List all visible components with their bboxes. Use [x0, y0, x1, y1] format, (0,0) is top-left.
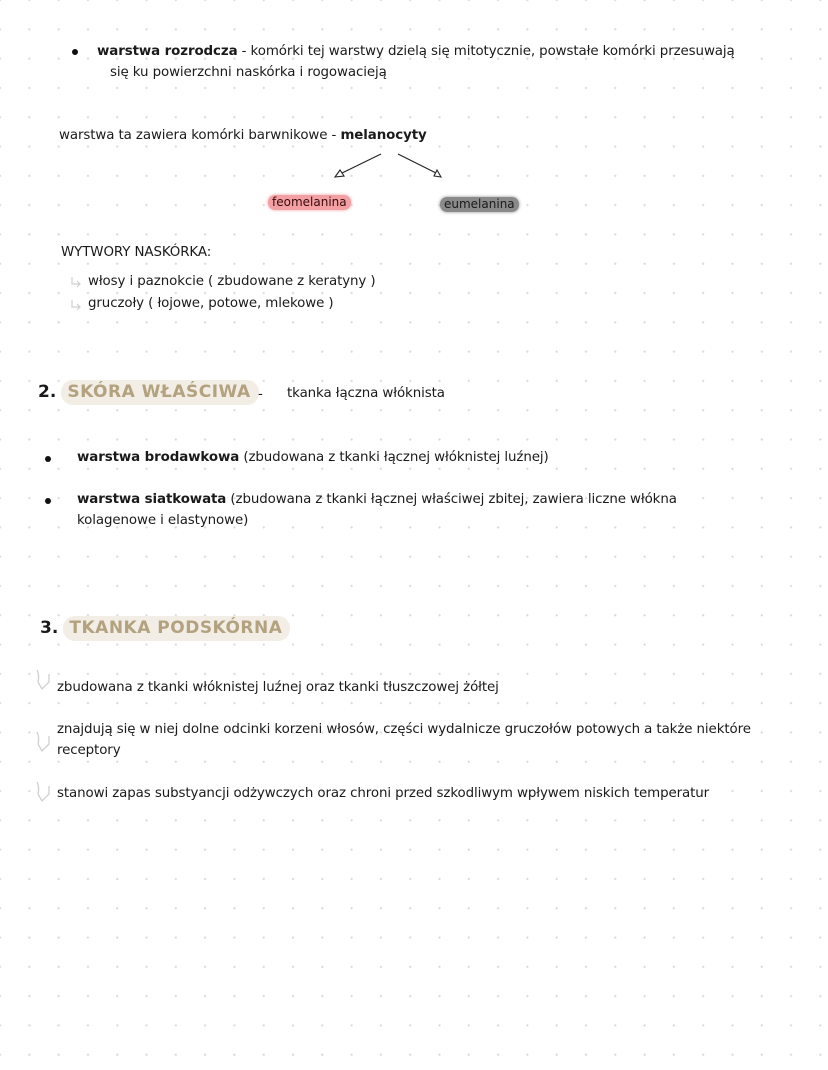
eumelanina-highlight: eumelanina — [440, 197, 519, 212]
melanocytes-line — [59, 128, 427, 143]
description: (zbudowana z tkanki łącznej właściwej zbitej, zawiera liczne włókna — [226, 492, 677, 507]
section-number: 2. — [38, 382, 57, 402]
section-title: SKÓRA WŁAŚCIWA — [61, 380, 258, 405]
melanocytes-intro: warstwa ta zawiera komórki barwnikowe - — [59, 128, 341, 143]
section-heading-2 — [38, 382, 259, 402]
bullet-item-continuation: kolagenowe i elastynowe) — [77, 513, 249, 528]
melanocytes-term: melanocyty — [340, 128, 427, 143]
hook-arrow-icon — [70, 299, 82, 311]
bullet-item-warstwa-brodawkowa — [77, 450, 549, 465]
section-number: 3. — [40, 618, 59, 638]
term: warstwa brodawkowa — [77, 450, 240, 465]
section-subtitle: tkanka łączna włóknista — [287, 386, 445, 401]
hook-arrow-icon — [35, 668, 51, 694]
branch-feomelanina — [268, 191, 351, 210]
hook-arrow-icon — [35, 780, 51, 806]
section-title: TKANKA PODSKÓRNA — [63, 616, 290, 641]
section-dash: - — [258, 387, 263, 402]
bullet-dot-icon — [45, 498, 51, 504]
feomelanina-highlight: feomelanina — [268, 195, 351, 210]
section3-item-continuation: receptory — [57, 743, 121, 758]
derivative-item: gruczoły ( łojowe, potowe, mlekowe ) — [88, 296, 334, 311]
derivative-item: włosy i paznokcie ( zbudowane z keratyny ) — [88, 274, 376, 289]
bullet-dot-icon — [45, 456, 51, 462]
hook-arrow-icon — [70, 276, 82, 288]
description: - komórki tej warstwy dzielą się mitotycznie, powstałe komórki przesuwają — [237, 44, 735, 59]
section3-item: znajdują się w niej dolne odcinki korzeni włosów, części wydalnicze gruczołów potowych a także niektóre — [57, 722, 751, 737]
description: (zbudowana z tkanki łącznej włóknistej luźnej) — [239, 450, 549, 465]
section-heading-3 — [40, 618, 290, 638]
section3-item: zbudowana z tkanki włóknistej luźnej oraz tkanki tłuszczowej żółtej — [57, 680, 499, 695]
derivatives-heading: WYTWORY NASKÓRKA: — [61, 245, 212, 260]
branch-eumelanina — [440, 193, 519, 212]
section3-item: stanowi zapas substyancji odżywczych oraz chroni przed szkodliwym wpływem niskich temperatur — [57, 786, 710, 801]
bullet-dot-icon — [72, 49, 78, 55]
hook-arrow-icon — [35, 730, 51, 756]
term: warstwa siatkowata — [77, 492, 227, 507]
branch-arrows-icon — [0, 145, 828, 205]
term: warstwa rozrodcza — [97, 44, 238, 59]
bullet-item-warstwa-siatkowata — [77, 492, 677, 507]
bullet-item-warstwa-rozrodcza — [97, 44, 735, 59]
bullet-item-continuation: się ku powierzchni naskórka i rogowacieją — [110, 65, 387, 80]
